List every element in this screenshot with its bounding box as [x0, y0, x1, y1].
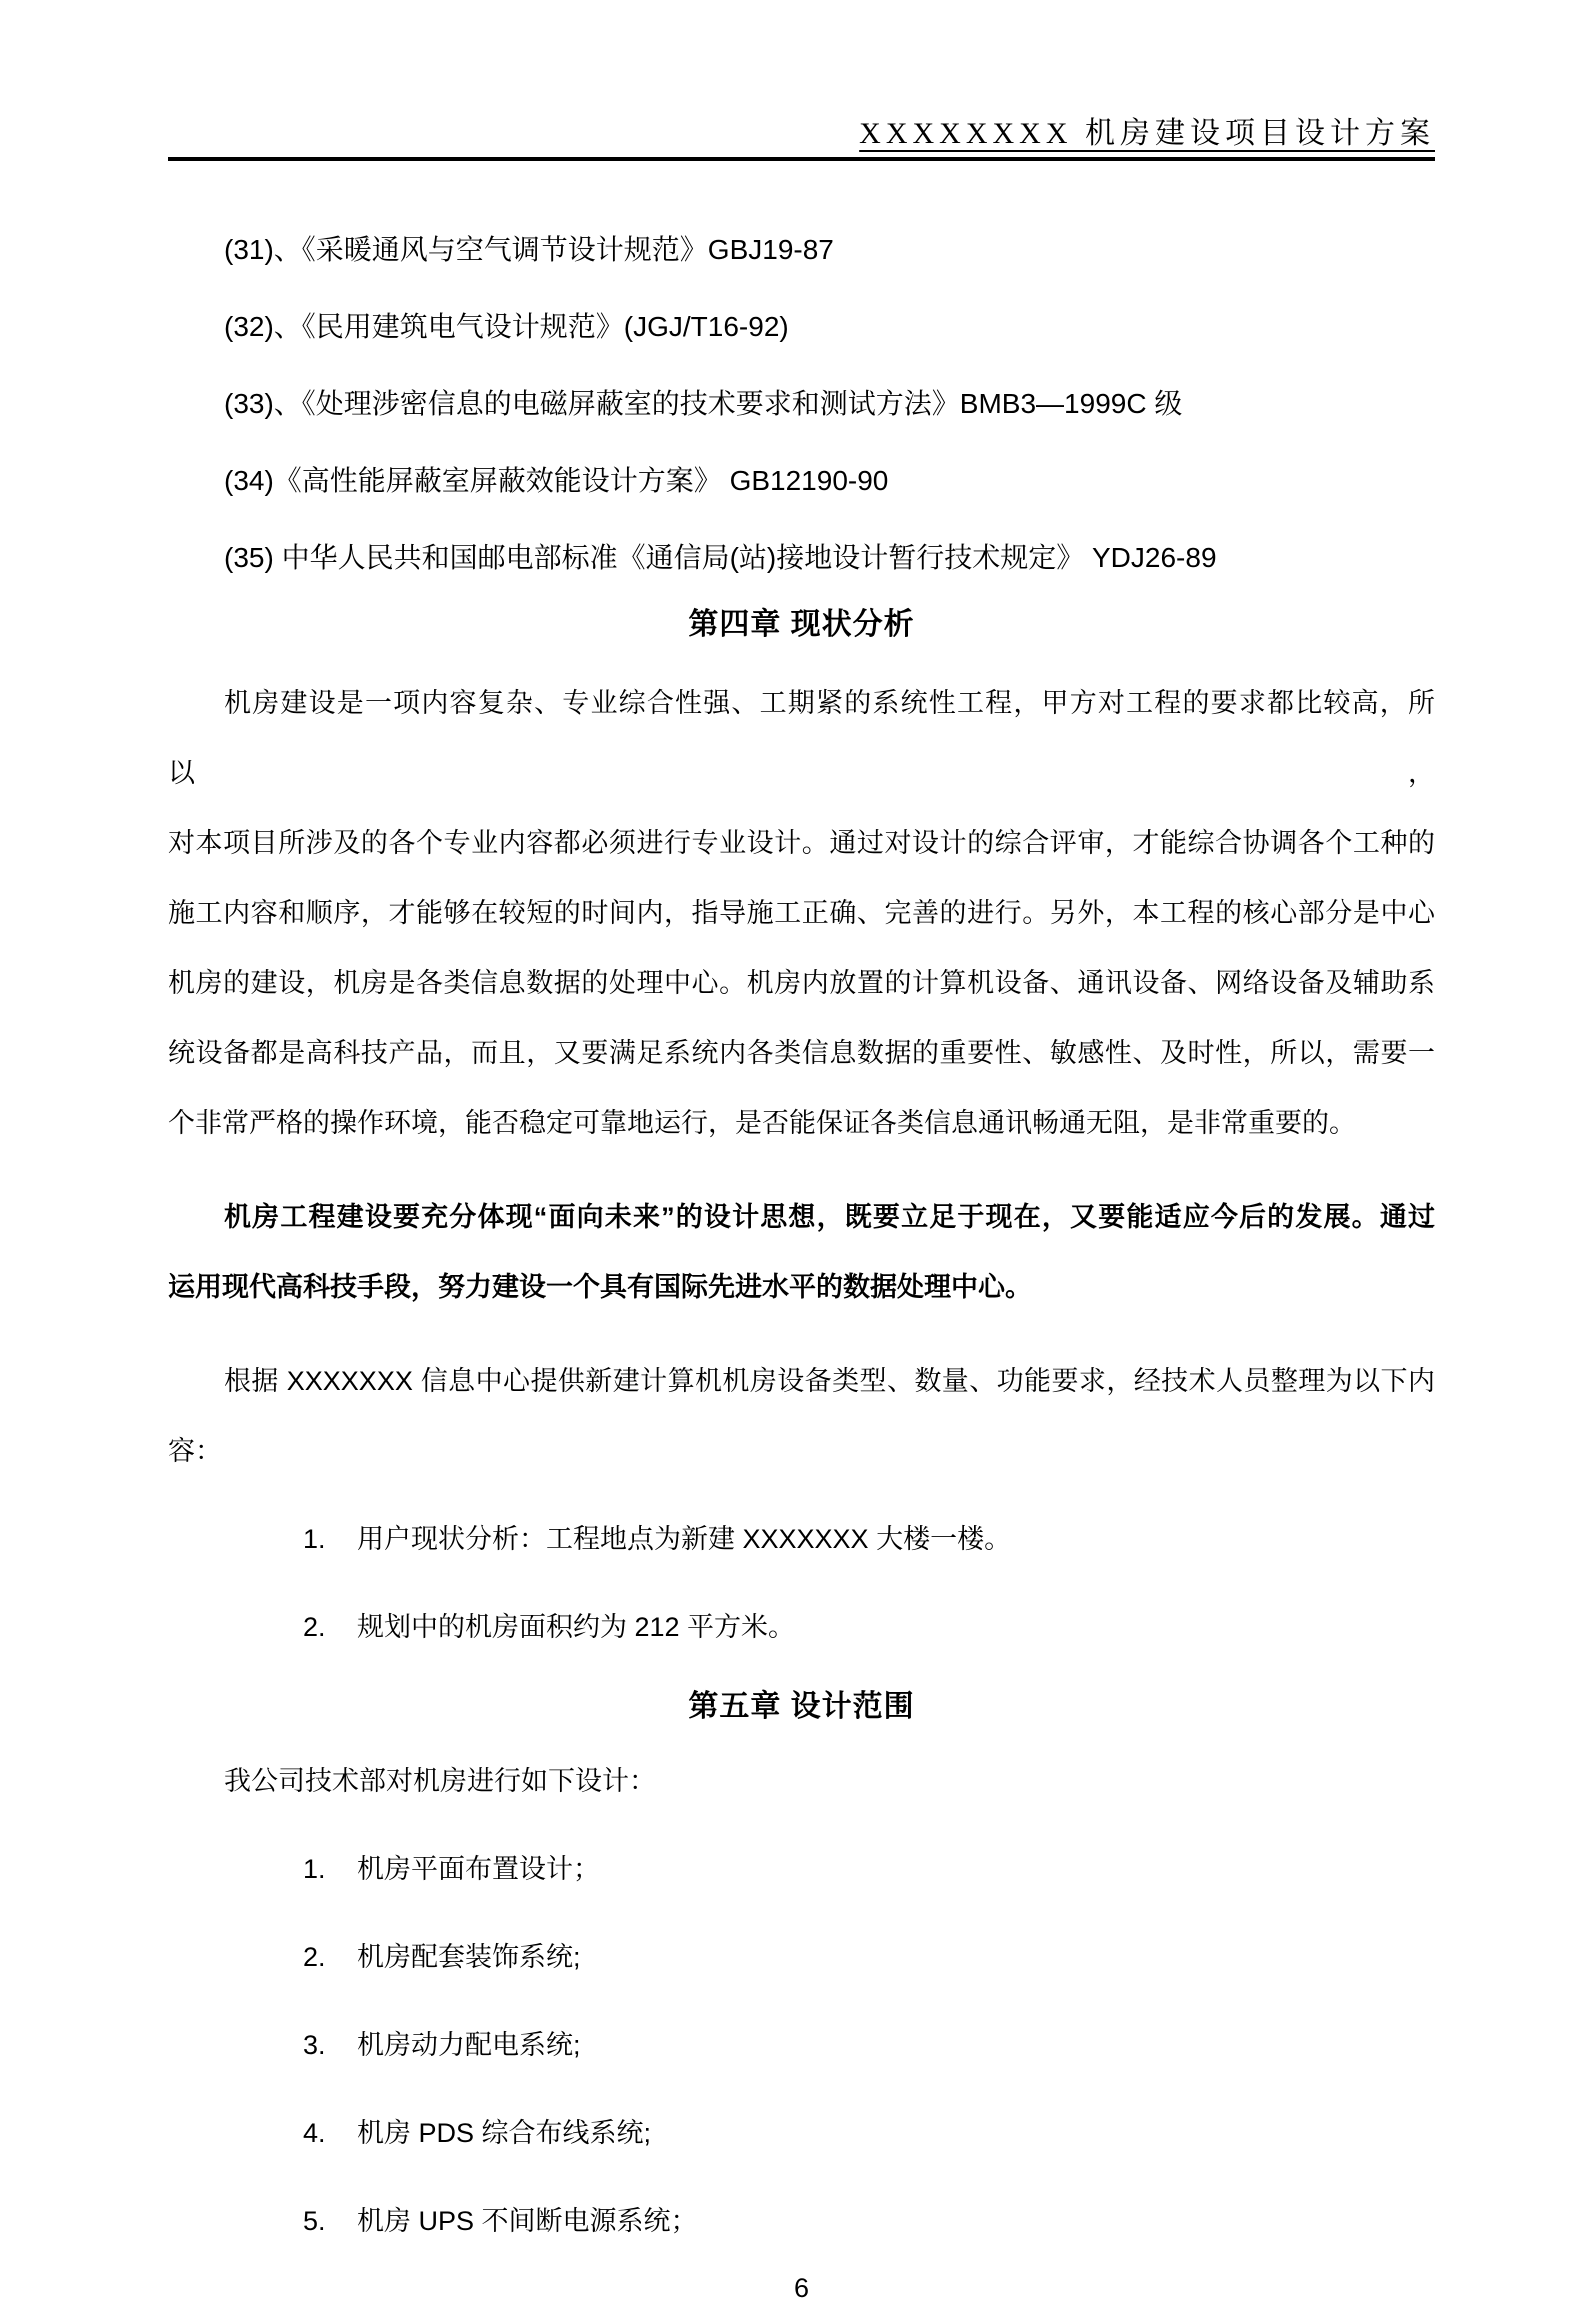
chapter5-intro: 我公司技术部对机房进行如下设计： [224, 1766, 656, 1796]
paragraph-line: 对本项目所涉及的各个专业内容都必须进行专业设计。通过对设计的综合评审，才能综合协调各个工种的 [168, 828, 1435, 858]
paragraph-line: 运用现代高科技手段，努力建设一个具有国际先进水平的数据处理中心。 [168, 1272, 1032, 1302]
header-title: XXXXXXXX 机房建设项目设计方案 [859, 117, 1435, 150]
list-item-text: 机房平面布置设计； [357, 1854, 600, 1884]
chapter4-paragraph-2-bold [168, 1182, 1435, 1322]
list-item-text: 用户现状分析：工程地点为新建 XXXXXXX 大楼一楼。 [357, 1524, 1012, 1554]
list-item-text: 规划中的机房面积约为 212 平方米。 [357, 1612, 796, 1642]
list-item-text: 机房 UPS 不间断电源系统； [357, 2206, 698, 2236]
page-number: 6 [793, 2273, 810, 2303]
paragraph-line: 个非常严格的操作环境，能否稳定可靠地运行，是否能保证各类信息通讯畅通无阻，是非常重要的。 [168, 1108, 1356, 1138]
list-item-number: 2. [303, 1612, 326, 1642]
chapter5-numbered-list [168, 1834, 1435, 2256]
list-item [168, 2098, 1435, 2168]
list-item [168, 1834, 1435, 1904]
paragraph-line: 机房建设是一项内容复杂、专业综合性强、工期紧的系统性工程，甲方对工程的要求都比较高，所以， [168, 688, 1435, 788]
chapter5-heading: 第五章 设计范围 [688, 1690, 915, 1723]
list-item-number: 3. [303, 2030, 326, 2060]
list-item-text: 机房配套装饰系统; [357, 1942, 581, 1972]
list-item-number: 2. [303, 1942, 326, 1972]
paragraph-line: 施工内容和顺序，才能够在较短的时间内，指导施工正确、完善的进行。另外，本工程的核心部分是中心 [168, 898, 1435, 928]
regulation-list [168, 211, 1435, 596]
header-rule [168, 157, 1435, 161]
list-item-number: 4. [303, 2118, 326, 2148]
regulation-item: (35) 中华人民共和国邮电部标准《通信局(站)接地设计暂行技术规定》 YDJ26-89 [224, 542, 1217, 573]
paragraph-line: 机房的建设，机房是各类信息数据的处理中心。机房内放置的计算机设备、通讯设备、网络设备及辅助系 [168, 968, 1435, 998]
chapter4-numbered-list [168, 1504, 1435, 1662]
list-item-number: 1. [303, 1854, 326, 1884]
list-item [168, 1592, 1435, 1662]
list-item [168, 2010, 1435, 2080]
paragraph-line: 容： [168, 1436, 222, 1466]
paragraph-line: 统设备都是高科技产品，而且，又要满足系统内各类信息数据的重要性、敏感性、及时性，所以，需要一 [168, 1038, 1435, 1068]
list-item-number: 5. [303, 2206, 326, 2236]
list-item [168, 1504, 1435, 1574]
page-header [168, 0, 1435, 161]
regulation-item: (32)、《民用建筑电气设计规范》(JGJ/T16-92) [224, 311, 789, 342]
regulation-item: (34)《高性能屏蔽室屏蔽效能设计方案》 GB12190-90 [224, 465, 889, 496]
list-item-text: 机房动力配电系统; [357, 2030, 581, 2060]
paragraph-line: 根据 XXXXXXX 信息中心提供新建计算机机房设备类型、数量、功能要求，经技术人员整理为以下内 [224, 1366, 1435, 1396]
chapter4-heading: 第四章 现状分析 [688, 608, 915, 641]
list-item-text: 机房 PDS 综合布线系统; [357, 2118, 652, 2148]
list-item [168, 1922, 1435, 1992]
chapter4-paragraph-3 [168, 1346, 1435, 1486]
list-item [168, 2186, 1435, 2256]
regulation-item: (31)、《采暖通风与空气调节设计规范》GBJ19-87 [224, 234, 834, 265]
chapter4-paragraph-1 [168, 668, 1435, 1158]
regulation-item: (33)、《处理涉密信息的电磁屏蔽室的技术要求和测试方法》BMB3—1999C 级 [224, 388, 1183, 419]
list-item-number: 1. [303, 1524, 326, 1554]
paragraph-line: 机房工程建设要充分体现“面向未来”的设计思想，既要立足于现在，又要能适应今后的发展。通过 [224, 1202, 1435, 1232]
